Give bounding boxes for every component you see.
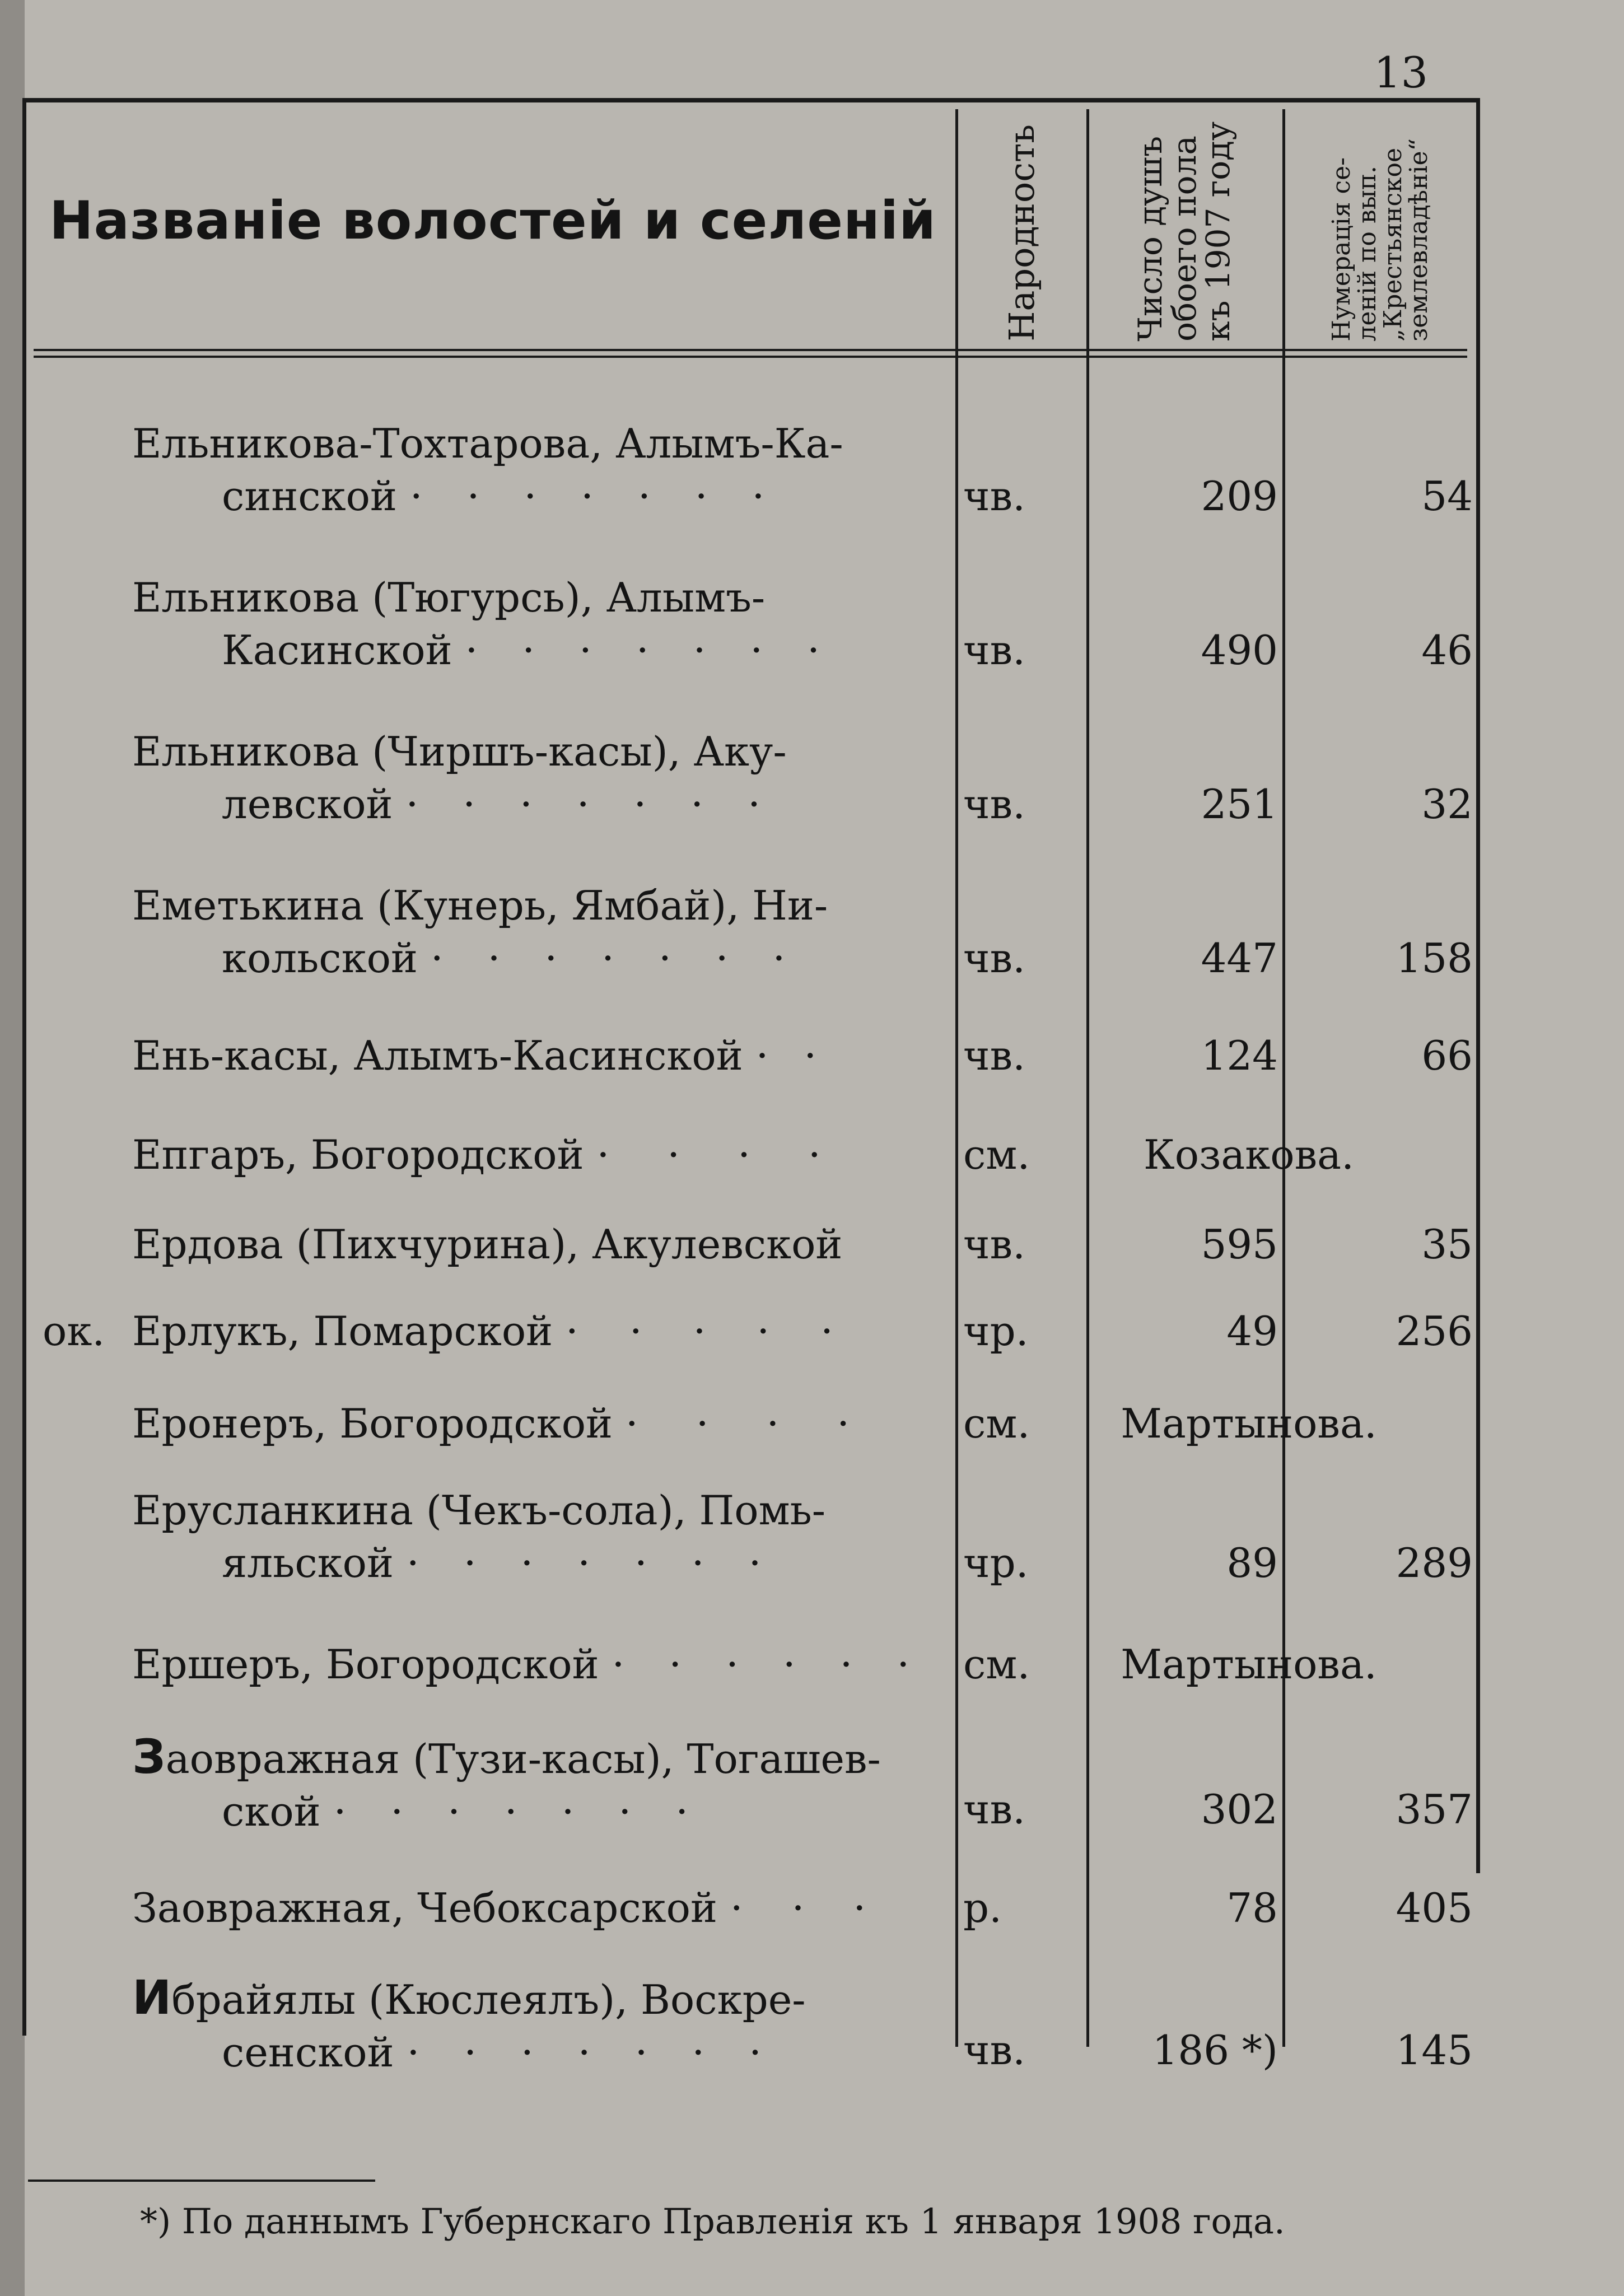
footnote: *) По даннымъ Губернскаго Правленія къ 1 января 1908 года. <box>140 2201 1285 2242</box>
page-number: 13 <box>1374 48 1428 97</box>
header-title: Названіе волостей и селеній <box>49 190 936 251</box>
page-edge <box>0 0 25 2296</box>
col-rule-1 <box>955 109 958 2047</box>
table-top-rule <box>22 98 1478 102</box>
header-col-nationality: Народность <box>1001 124 1043 342</box>
table-right-border <box>1476 98 1480 1873</box>
header-col-souls: Число душъ обоего пола къ 1907 году <box>1131 122 1238 342</box>
header-col-numbering: Нумерація се- леній по вып. „Крестьянское землевладѣніе“ <box>1327 138 1434 342</box>
table-left-border <box>22 98 26 2036</box>
col-rule-2 <box>1086 109 1089 2047</box>
footnote-rule <box>28 2180 375 2182</box>
header-double-rule <box>34 349 1467 358</box>
col-rule-3 <box>1282 109 1285 2047</box>
